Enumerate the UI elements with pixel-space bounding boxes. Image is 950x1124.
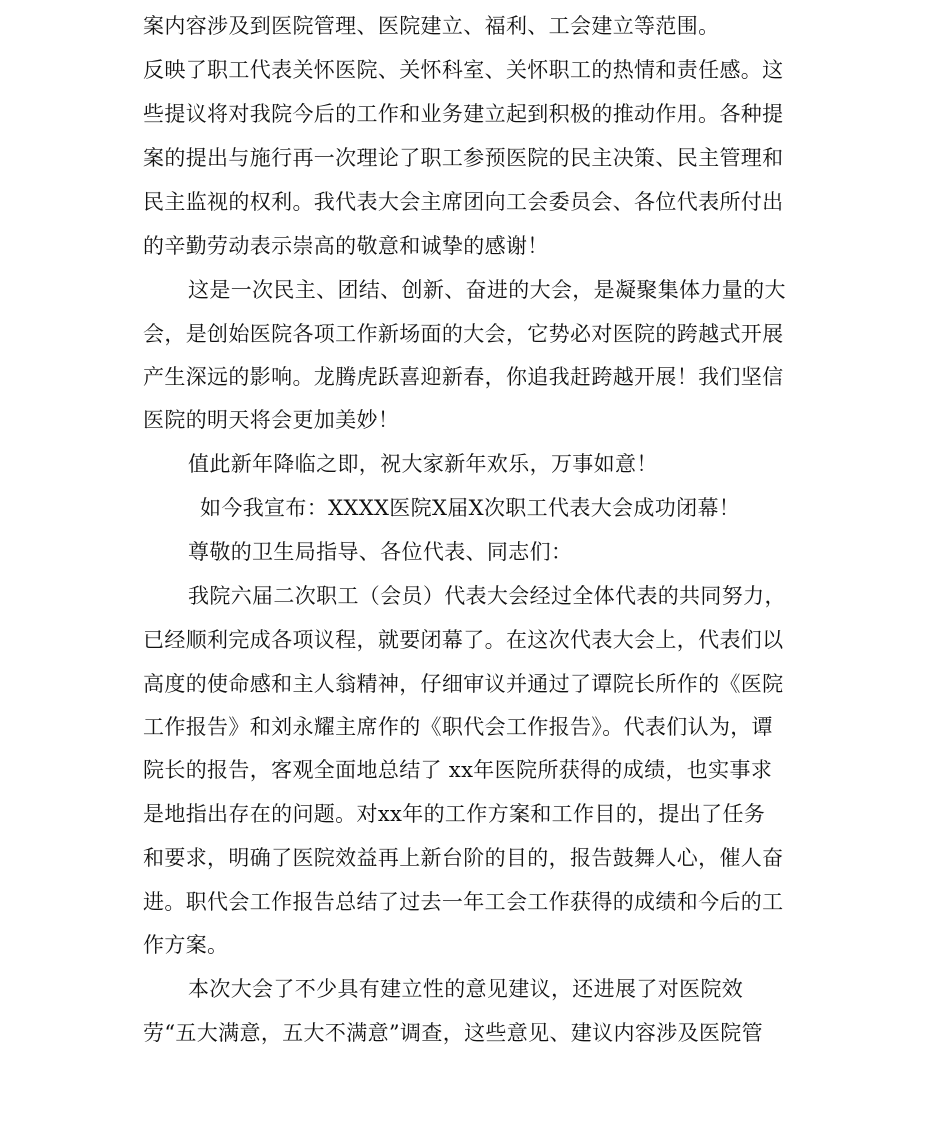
text-line: 产生深远的影响。龙腾虎跃喜迎新春，你追我赶跨越开展！我们坚信 [143, 365, 784, 389]
text-line: 民主监视的权利。我代表大会主席团向工会委员会、各位代表所付出 [143, 190, 784, 214]
text-line: 高度的使命感和主人翁精神，仔细审议并通过了谭院长所作的《医院 [143, 672, 784, 696]
text-line: 医院的明天将会更加美妙！ [143, 408, 400, 432]
text-line: 尊敬的卫生局指导、各位代表、同志们： [188, 540, 573, 564]
text-line: 劳“五大满意，五大不满意”调查，这些意见、建议内容涉及医院管 [143, 1021, 763, 1045]
text-line: 我院六届二次职工（会员）代表大会经过全体代表的共同努力， [188, 584, 786, 608]
text-line: 会，是创始医院各项工作新场面的大会，它势必对医院的跨越式开展 [143, 322, 784, 346]
text-line: 的辛勤劳动表示崇高的敬意和诚挚的感谢！ [143, 234, 549, 258]
text-line: 和要求，明确了医院效益再上新台阶的目的，报告鼓舞人心，催人奋 [143, 846, 784, 870]
text-line: 进。职代会工作报告总结了过去一年工会工作获得的成绩和今后的工 [143, 890, 784, 914]
text-line: 作方案。 [143, 933, 229, 957]
text-line: 些提议将对我院今后的工作和业务建立起到积极的推动作用。各种提 [143, 102, 784, 126]
text-line: 本次大会了不少具有建立性的意见建议，还进展了对医院效 [188, 977, 744, 1001]
text-line: 案的提出与施行再一次理论了职工参预医院的民主决策、民主管理和 [143, 146, 784, 170]
text-line: 是地指出存在的问题。对xx年的工作方案和工作目的，提出了任务 [143, 802, 766, 826]
text-line: 反映了职工代表关怀医院、关怀科室、关怀职工的热情和责任感。这 [143, 58, 784, 82]
text-line: 已经顺利完成各项议程，就要闭幕了。在这次代表大会上，代表们以 [143, 628, 784, 652]
text-line: 工作报告》和刘永耀主席作的《职代会工作报告》。代表们认为，谭 [143, 715, 773, 739]
text-line: 院长的报告，客观全面地总结了 xx年医院所获得的成绩，也实事求 [143, 758, 773, 782]
text-line: 如今我宣布：XXXX医院X届X次职工代表大会成功闭幕！ [200, 496, 741, 520]
text-line: 值此新年降临之即，祝大家新年欢乐，万事如意！ [188, 452, 658, 476]
text-line: 案内容涉及到医院管理、医院建立、福利、工会建立等范围。 [143, 14, 720, 38]
text-line: 这是一次民主、团结、创新、奋进的大会，是凝聚集体力量的大 [188, 278, 786, 302]
